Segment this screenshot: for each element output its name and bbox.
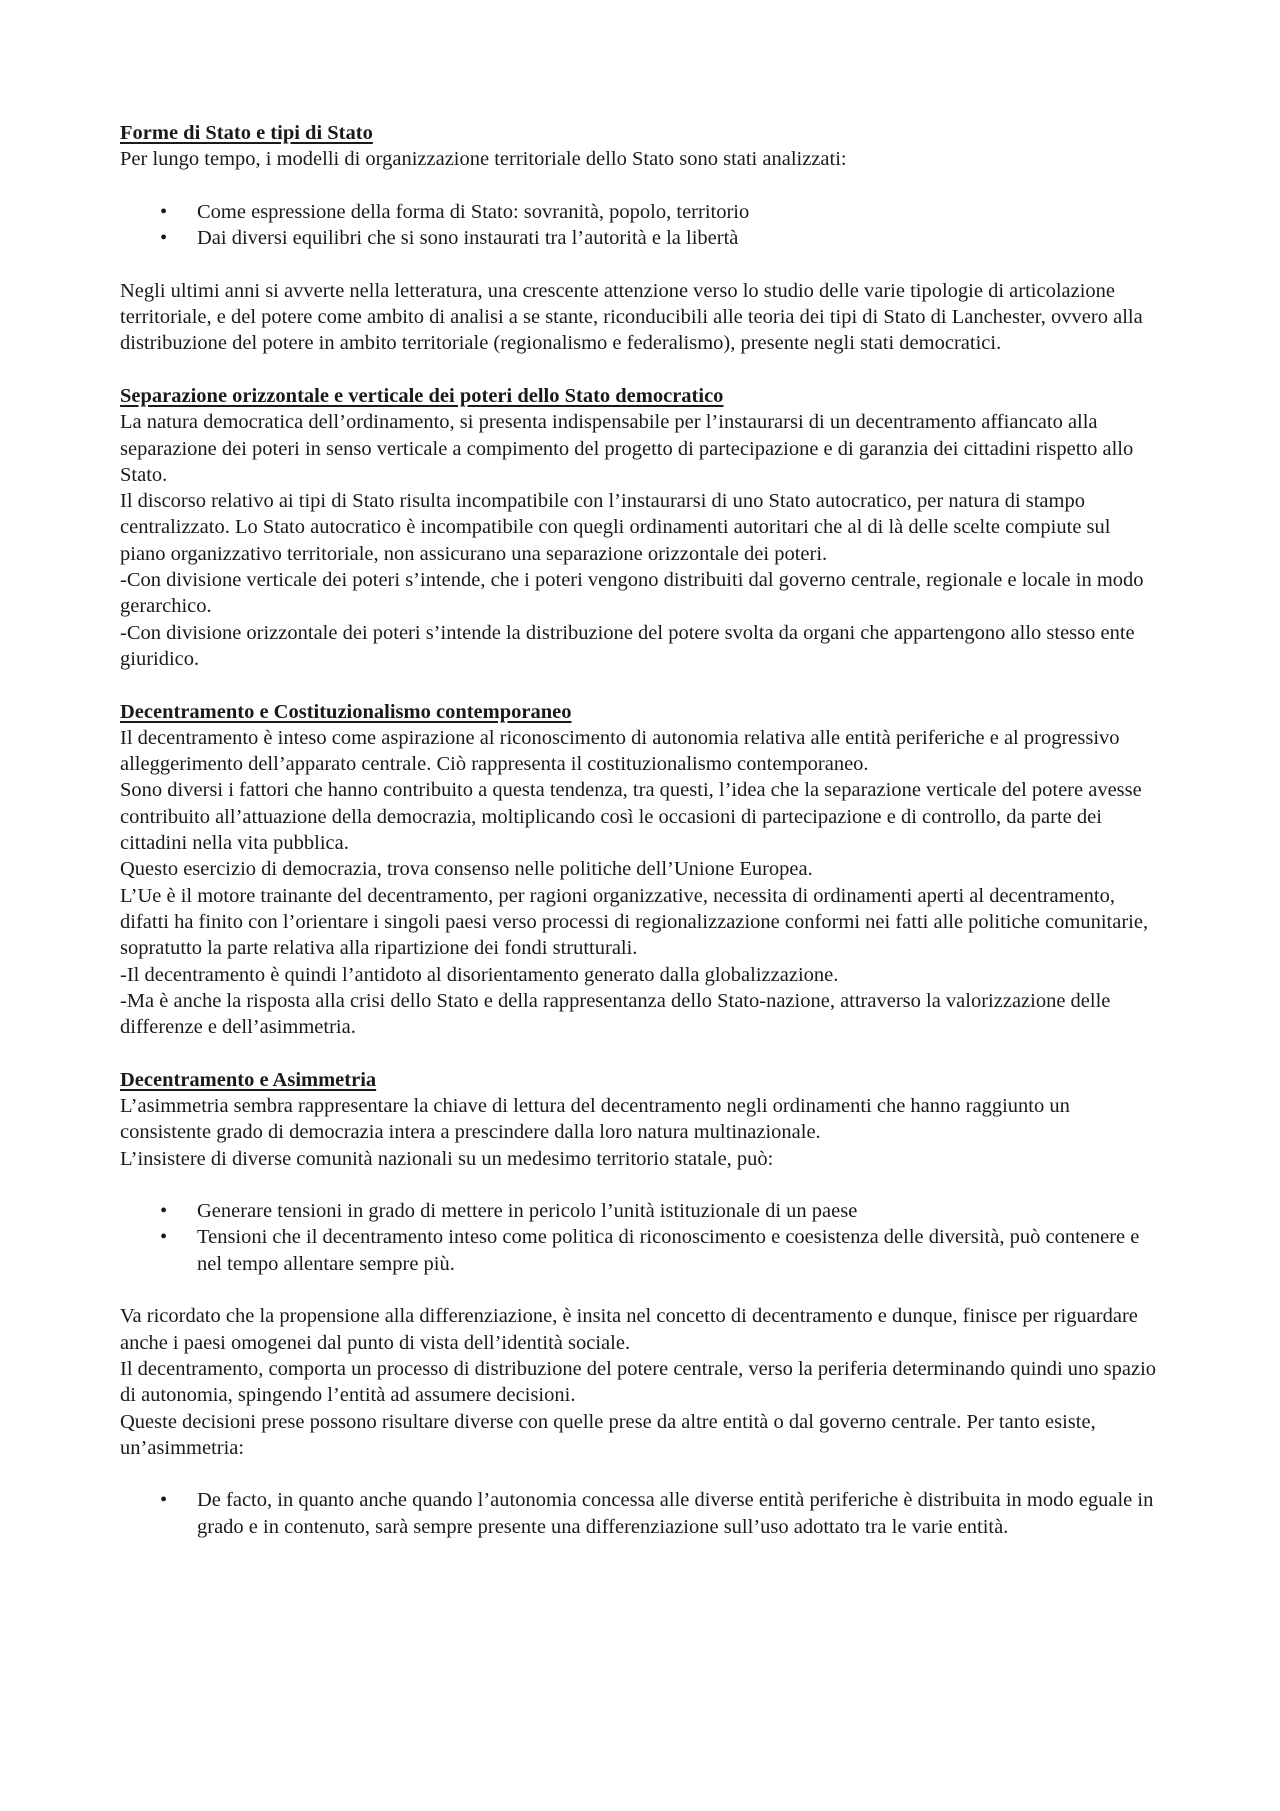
list-item (120, 225, 1160, 251)
bullet-list (120, 199, 1160, 252)
list-item-text: Generare tensioni in grado di mettere in pericolo l’unità istituzionale di un paese (197, 1200, 858, 1223)
blank-line (120, 1277, 1160, 1303)
paragraph: La natura democratica dell’ordinamento, si presenta indispensabile per l’instaurarsi di un decentramento affiancato alla separazione dei poteri in senso verticale a compimento del progetto di partecipazione e di garanzia dei cittadini rispetto allo Stato. (120, 411, 1134, 486)
section-asimmetria (120, 1067, 1160, 1540)
section-costituzionalismo (120, 699, 1160, 1041)
list-item-text: Tensioni che il decentramento inteso come politica di riconoscimento e coesistenza delle diversità, può contenere e nel tempo allentare sempre più. (197, 1226, 1140, 1275)
section-heading: Forme di Stato e tipi di Stato (120, 122, 373, 144)
bullet-icon: • (160, 200, 168, 223)
blank-line (120, 173, 1160, 199)
list-item (120, 199, 1160, 225)
list-item-text: De facto, in quanto anche quando l’autonomia concessa alle diverse entità periferiche è distribuita in modo eguale in grado e in contenuto, sarà sempre presente una differenziazione sull’uso adottato tra le varie entità. (197, 1489, 1154, 1538)
bullet-icon: • (160, 1489, 168, 1512)
blank-line (120, 251, 1160, 277)
paragraph: Sono diversi i fattori che hanno contribuito a questa tendenza, tra questi, l’idea che la separazione verticale del potere avesse contribuito all’attuazione della democrazia, moltiplicando così le occasioni di partecipazione e di controllo, da parte dei cittadini nella vita pubblica. (120, 779, 1142, 855)
paragraph: L’asimmetria sembra rappresentare la chiave di lettura del decentramento negli ordinamenti che hanno raggiunto un consistente grado di democrazia intera a prescindere dalla loro natura multinazionale. (120, 1094, 1070, 1144)
list-item (120, 1224, 1160, 1277)
paragraph: L’insistere di diverse comunità nazionali su un medesimo territorio statale, può: (120, 1147, 774, 1170)
paragraph: -Con divisione orizzontale dei poteri s’intende la distribuzione del potere svolta da organi che appartengono allo stesso ente giuridico. (120, 621, 1135, 670)
paragraph: Il discorso relativo ai tipi di Stato risulta incompatibile con l’instaurarsi di uno Stato autocratico, per natura di stampo centralizzato. Lo Stato autocratico è incompatibile con quegli ordinamenti autoritari che al di là delle scelte compiute sul piano organizzativo territoriale, non assicurano una separazione orizzontale dei poteri. (120, 490, 1111, 565)
paragraph: Il decentramento, comporta un processo di distribuzione del potere centrale, verso la periferia determinando quindi uno spazio di autonomia, spingendo l’entità ad assumere decisioni. (120, 1357, 1157, 1407)
blank-line (120, 1172, 1160, 1198)
paragraph: L’Ue è il motore trainante del decentramento, per ragioni organizzative, necessita di ordinamenti aperti al decentramento, difatti ha finito con l’orientare i singoli paesi verso processi di regionalizzazione conformi nei fatti alle politiche comunitarie, sopratutto la parte relativa alla ripartizione dei fondi strutturali. (120, 884, 1149, 960)
list-item-text: Dai diversi equilibri che si sono instaurati tra l’autorità e la libertà (197, 227, 739, 250)
paragraph: Queste decisioni prese possono risultare diverse con quelle prese da altre entità o dal governo centrale. Per tanto esiste, un’asimmetria: (120, 1410, 1096, 1459)
paragraph: Per lungo tempo, i modelli di organizzazione territoriale dello Stato sono stati analizzati: (120, 148, 847, 171)
blank-line (120, 1461, 1160, 1487)
list-item-text: Come espressione della forma di Stato: sovranità, popolo, territorio (197, 200, 750, 223)
section-heading: Separazione orizzontale e verticale dei poteri dello Stato democratico (120, 384, 724, 407)
paragraph: Il decentramento è inteso come aspirazione al riconoscimento di autonomia relativa alle entità periferiche e al progressivo alleggerimento dell’apparato centrale. Ciò rappresenta il costituzionalismo contemporaneo. (120, 726, 1120, 776)
paragraph: -Ma è anche la risposta alla crisi dello Stato e della rappresentanza dello Stato-nazione, attraverso la valorizzazione delle differenze e dell’asimmetria. (120, 989, 1111, 1039)
bullet-icon: • (160, 1226, 168, 1249)
paragraph: -Con divisione verticale dei poteri s’intende, che i poteri vengono distribuiti dal governo centrale, regionale e locale in modo gerarchico. (120, 569, 1144, 618)
bullet-list (120, 1487, 1160, 1540)
paragraph: -Il decentramento è quindi l’antidoto al disorientamento generato dalla globalizzazione. (120, 963, 839, 986)
bullet-icon: • (160, 1200, 168, 1223)
section-heading: Decentramento e Asimmetria (120, 1068, 377, 1091)
list-item (120, 1487, 1160, 1540)
section-heading: Decentramento e Costituzionalismo contemporaneo (120, 700, 572, 723)
bullet-list (120, 1198, 1160, 1277)
paragraph: Negli ultimi anni si avverte nella letteratura, una crescente attenzione verso lo studio delle varie tipologie di articolazione territoriale, e del potere come ambito di analisi a se stante, riconducibili alle teoria dei tipi di Stato di Lanchester, ovvero alla distribuzione del potere in ambito territoriale (regionalismo e federalismo), presente negli stati democratici. (120, 279, 1143, 355)
section-separazione-poteri (120, 383, 1160, 672)
bullet-icon: • (160, 227, 168, 250)
section-forme-di-stato (120, 120, 1160, 357)
paragraph: Va ricordato che la propensione alla differenziazione, è insita nel concetto di decentramento e dunque, finisce per riguardare anche i paesi omogenei dal punto di vista dell’identità sociale. (120, 1305, 1138, 1354)
list-item (120, 1198, 1160, 1224)
document-page (120, 120, 1160, 1540)
paragraph: Questo esercizio di democrazia, trova consenso nelle politiche dell’Unione Europea. (120, 858, 813, 881)
